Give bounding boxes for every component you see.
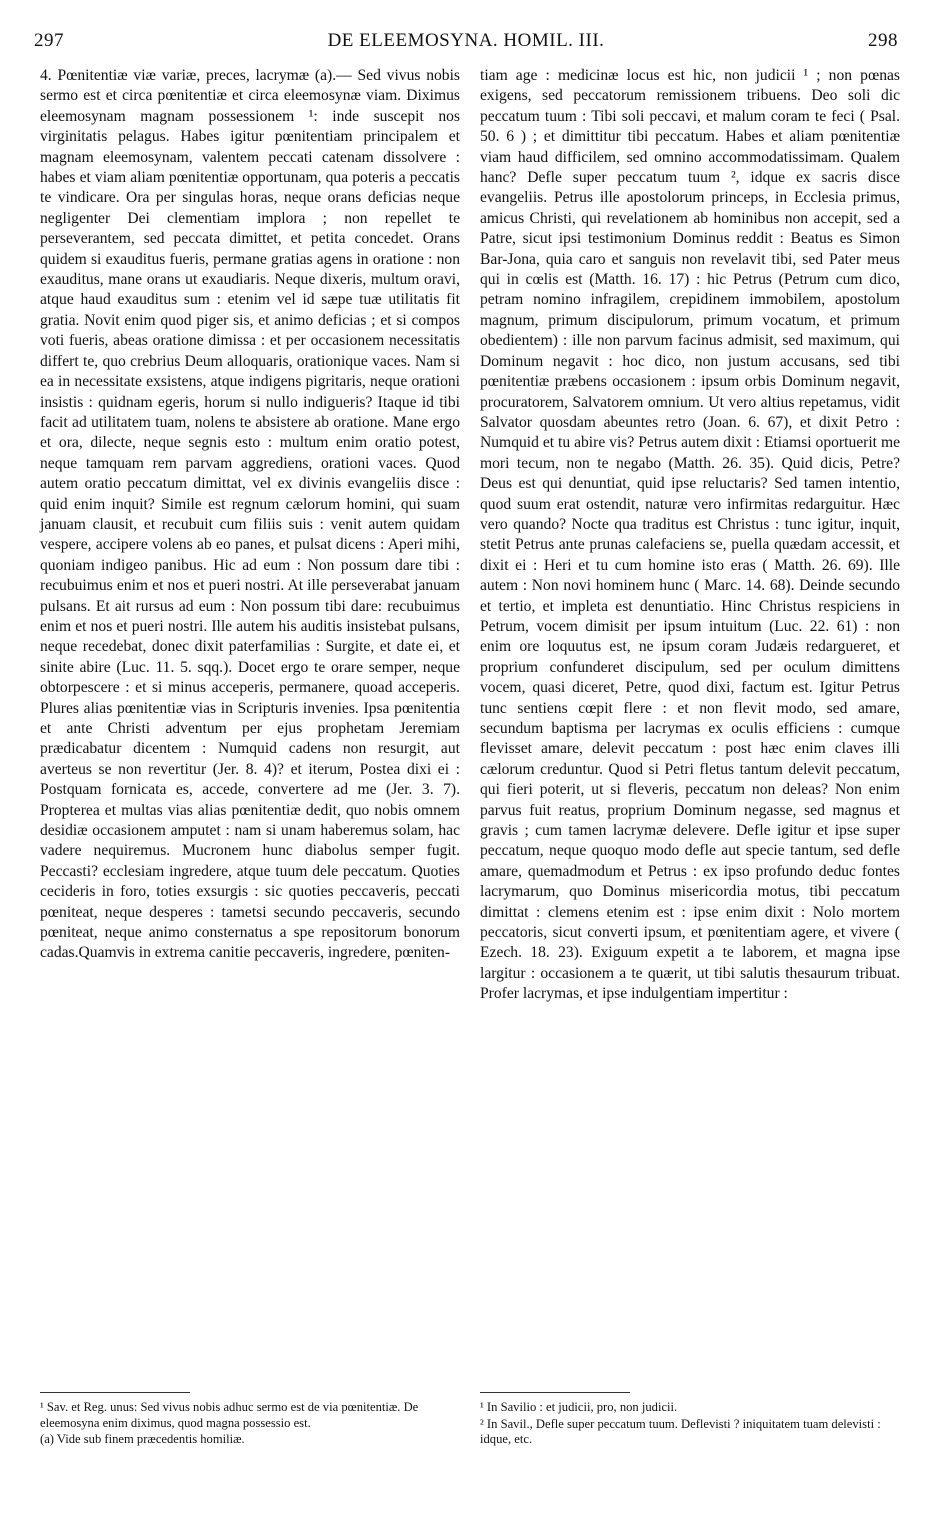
running-header xyxy=(34,30,898,58)
page-number-right: 298 xyxy=(868,30,898,51)
page-number-left: 297 xyxy=(34,30,64,51)
footnote-item: ¹ Sav. et Reg. unus: Sed vivus nobis adhuc sermo est de via pœnitentiæ. De eleemosyna enim diximus, quod magna possessio est. xyxy=(40,1400,419,1430)
right-column xyxy=(480,66,900,1005)
running-title: DE ELEEMOSYNA. HOMIL. III. xyxy=(327,30,605,51)
footnote-rule-right xyxy=(480,1392,630,1393)
left-paragraph: 4. Pœnitentiæ viæ variæ, preces, lacrymæ (a).— Sed vivus nobis sermo est et circa pœnitentiæ et circa eleemosynæ viam. Diximus eleemosynam magnam possessionem ¹: inde suscepit nos virginitatis pelagus. Habes igitur pœnitentiam principalem et magnam eleemosynam, valentem peccati catenam dissolvere : habes et viam aliam pœnitentiæ opportunam, qua poteris a peccatis te vindicare. Ora per singulas horas, neque orans deficias neque negligenter Dei clementiam implora ; non repellet te perseverantem, sed peccata dimittet, et petita concedet. Orans quidem si exauditus fueris, permane gratias agens in oratione : non exauditus, mane orans ut exaudiaris. Neque dixeris, multum oravi, atque haud exauditus sum : etenim vel id sæpe tuæ utilitatis fit gratia. Novit enim quod piger sis, et animo deficias ; et si compos voti fueris, abeas oratione dimissa : et per occasionem necessitatis differt te, quo crebrius Deum alloquaris, orationique vaces. Nam si ea in necessitate exsistens, atque indigens pigritaris, neque orationi insistis : quidnam egeris, horum si nullo indigueris? Itaque id tibi facit ad utilitatem tuam, nolens te absistere ab oratione. Mane ergo et ora, dilecte, neque segnis esto : multum enim oratio potest, neque tamquam rem parvam aggrediens, orationi vaces. Quod autem oratio peccatum dimittat, vel ex divinis evangeliis disce : quid enim inquit? Simile est regnum cælorum homini, qui suam januam clausit, et recubuit cum filiis suis : venit autem quidam vespere, accipere volens ab eo panes, et pulsat dicens : Aperi mihi, quoniam indigeo panibus. Hic ad eum : Non possum dare tibi : recubuimus enim et nos et pueri nostri. At ille perseverabat januam pulsans. Et ait rursus ad eum : Non possum tibi dare: recubuimus enim et nos et pueri nostri. Ille autem his auditis insistebat pulsans, neque recedebat, donec dixit paterfamilias : Surgite, et date ei, et sinite abire (Luc. 11. 5. sqq.). Docet ergo te orare semper, neque obtorpescere : et si minus acceperis, permanere, quoad acceperis. Plures alias pœnitentiæ vias in Scripturis invenies. Ipsa pœnitentia et ante Christi adventum per ejus prophetam Jeremiam prædicabatur dicentem : Numquid cadens non resurgit, aut averteus se non revertitur (Jer. 8. 4)? et iterum, Postea dixi ei : Postquam fornicata es, accede, convertere ad me (Jer. 3. 7). Propterea et multas vias alias pœnitentiæ dedit, quo nobis omnem desidiæ occasionem amputet : nam si unam haberemus solam, hac vadere nequiremus. Mucronem hunc diabolus semper fugit. Peccasti? ecclesiam ingredere, atque tuum dele peccatum. Quoties cecideris in foro, toties exsurgis : sic quoties peccaveris, peccati pœniteat, neque desperes : tametsi secundo peccaveris, secundo pœniteat, neque animo consternatus a spe repositorum bonorum cadas.Quamvis in extrema canitie peccaveris, ingredere, pœniten- xyxy=(40,67,460,962)
right-paragraph: tiam age : medicinæ locus est hic, non judicii ¹ ; non pœnas exigens, sed peccatorum remissionem tribuens. Deo soli dic peccatum tuum : Tibi soli peccavi, et malum coram te feci ( Psal. 50. 6 ) ; et dimittitur tibi peccatum. Habes et aliam pœnitentiæ viam haud difficilem, sed omnino accommodatissimam. Qualem hanc? Defle super peccatum tuum ², idque ex sacris disce evangeliis. Petrus ille apostolorum princeps, in Ecclesia primus, amicus Christi, qui revelationem ab hominibus non accepit, sed a Patre, sicut ipsi testimonium Dominus reddit : Beatus es Simon Bar-Jona, quia caro et sanguis non revelavit tibi, sed Pater meus qui in cœlis est (Matth. 16. 17) : hic Petrus (Petrum cum dico, petram nomino infragilem, crepidinem immobilem, apostolum magnum, primum discipulorum, primum vocatum, et primum obedientem) : ille non parvum facinus admisit, sed maximum, qui Dominum negavit : hoc dico, non justum accusans, sed tibi pœnitentiæ præbens occasionem : ipsum orbis Dominum negavit, procuratorem, Salvatorem omnium. Ut vero altius repetamus, vidit Salvator quosdam abeuntes retro (Joan. 6. 67), et dixit Petro : Numquid et tu abire vis? Petrus autem dixit : Etiamsi oportuerit me mori tecum, non te negabo (Matth. 26. 35). Quid dicis, Petre? Deus est qui denuntiat, quid ipse reluctaris? Sed tamen intentio, quod suum erat ostendit, naturæ vero infirmitas redarguitur. Hæc vero quando? Nocte qua traditus est Christus : tunc igitur, inquit, stetit Petrus ante prunas calefaciens se, puella quædam accessit, et dixit ei : Heri et tu cum homine isto eras ( Matth. 26. 69). Ille autem : Non novi hominem hunc ( Marc. 14. 68). Deinde secundo et tertio, et impleta est denuntiatio. Hinc Christus respiciens in Petrum, vocem dimisit per ipsum intuitum (Luc. 22. 61) : non enim ore loquutus est, ne ipsum coram Judæis redargueret, et proprium confunderet discipulum, sed per oculum dimittens vocem, quasi diceret, Petre, quod dixi, factum est. Igitur Petrus tunc sentiens cœpit flere : et non flevit modo, sed amare, secundum baptisma per lacrymas ex oculis efficiens : cumque flevisset amare, delevit peccatum : post hæc enim claves illi cælorum creduntur. Quod si Petri fletus tantum delevit peccatum, qui fieri poterit, ut si fleveris, peccatum non deleas? Non enim parvus fuit reatus, proprium Dominum negasse, sed magnus et gravis ; cum tamen lacrymæ delevere. Defle igitur et ipse super peccatum, neque quoquo modo defle aut specie tantum, sed defle amare, quemadmodum et Petrus : ex ipso profundo deduc fontes lacrymarum, quo Dominus misericordia motus, tibi peccatum dimittat : clemens etenim est : ipse enim dixit : Nolo mortem peccatoris, sicut converti ipsum, et pœnitentiam agere, et vivere ( Ezech. 18. 23). Exiguum expetit a te laborem, et magna ipse largitur : occasionem a te quærit, ut tibi salutis thesaurum tribuat. Profer lacrymas, et ipse indulgentiam impertitur : xyxy=(480,67,900,1003)
footnote-item: ¹ In Savilio : et judicii, pro, non judicii. xyxy=(480,1400,678,1414)
footnote-item: ² In Savil., Defle super peccatum tuum. Deflevisti ? iniquitatem tuam delevisti : idque, etc. xyxy=(480,1416,881,1446)
footnote-item: (a) Vide sub finem præcedentis homiliæ. xyxy=(40,1432,245,1446)
footnotes-right xyxy=(480,1400,900,1449)
footnote-rule-left xyxy=(40,1392,190,1393)
footnotes-left xyxy=(40,1400,460,1449)
left-column xyxy=(40,66,460,964)
